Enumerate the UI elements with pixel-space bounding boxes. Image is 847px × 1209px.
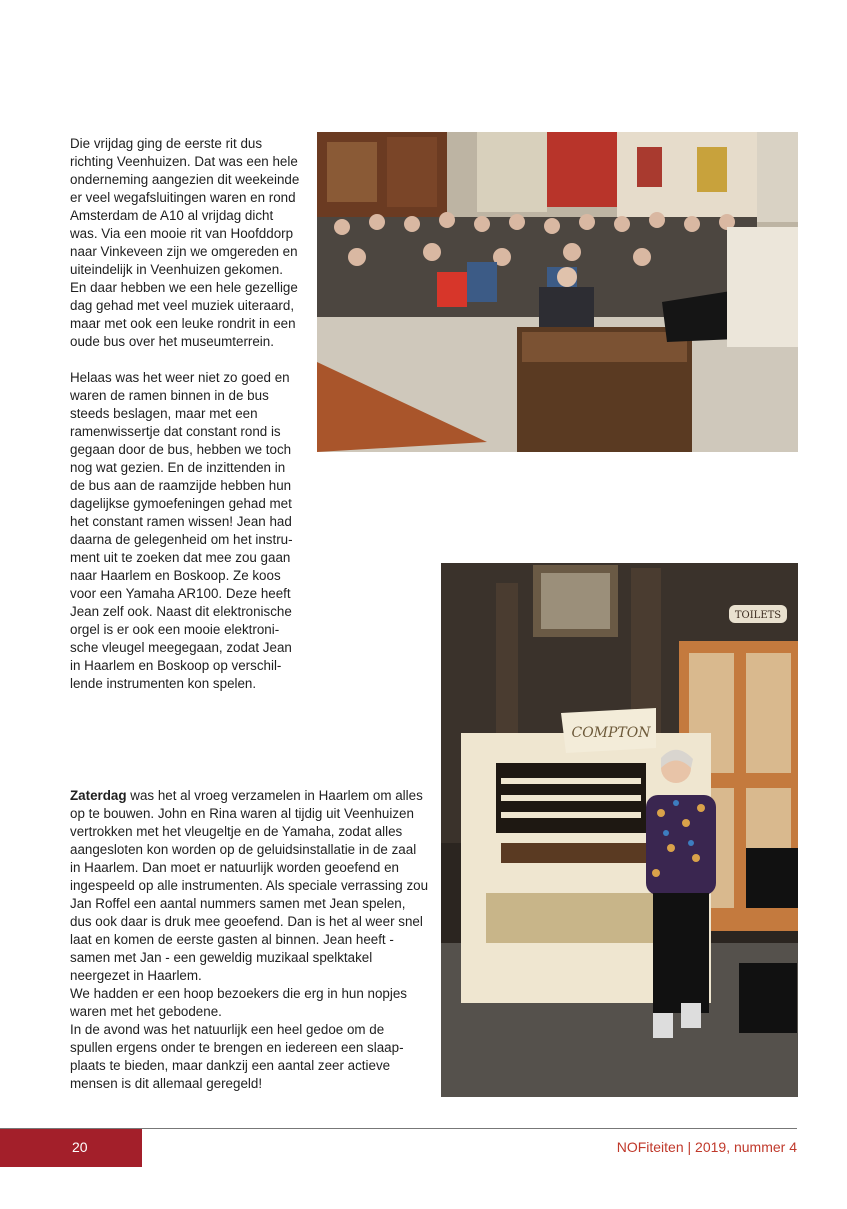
lead-word-saturday: Zaterdag [70, 788, 127, 803]
paragraph-saturday [70, 787, 430, 985]
photo-compton-organ-performer [441, 563, 798, 1097]
paragraph-veenhuizen: Die vrijdag ging de eerste rit dus richting Veenhuizen. Dat was een hele onderneming aangezien dit weekeinde er veel wegafsluitingen waren en rond Amsterdam de A10 al vrijdag dicht was. Via een mooie rit van Hoofddorp naar Vinkeveen zijn we omgereden en uiteindelijk in Veenhuizen gekomen. En daar hebben we een hele gezellige dag gehad met veel muziek uiteraard, maar met ook een leuke rondrit in een oude bus over het museumterrein. [70, 136, 300, 349]
paragraph-evening: In de avond was het natuurlijk een heel gedoe om de spullen ergens onder te brengen en iedereen een slaapplaats te bieden, maar dankzij een aantal zeer actieve mensen is dit allemaal geregeld! [70, 1022, 404, 1091]
article-column-left [70, 135, 302, 693]
toilets-sign: TOILETS [734, 610, 782, 621]
compton-sign: COMPTON [571, 725, 651, 741]
page-number: 20 [72, 1139, 88, 1155]
article-column-bottom [70, 787, 430, 1093]
page-number-box [0, 1129, 142, 1167]
paragraph-visitors: We hadden er een hoop bezoekers die erg in hun nopjes waren met het gebodene. [70, 986, 407, 1019]
footer-publication-title: NOFiteiten | 2019, nummer 4 [616, 1139, 797, 1155]
photo-audience-museum [317, 132, 798, 452]
paragraph-weather: Helaas was het weer niet zo goed en waren de ramen binnen in de bus steeds beslagen, maar met een ramenwissertje dat constant rond is gegaan door de bus, hebben we toch nog wat gezien. En de inzittenden in de bus aan de raamzijde hebben hun dagelijkse gymoefeningen gehad met het constant ramen wissen! Jean had daarna de gelegenheid om het instrument uit te zoeken dat mee zou gaan naar Haarlem en Boskoop. Ze koos voor een Yamaha AR100. Deze heeft Jean zelf ook. Naast dit elektronische orgel is er ook een mooie elektronische vleugel meegegaan, zodat Jean in Haarlem en Boskoop op verschillende instrumenten kon spelen. [70, 370, 293, 691]
paragraph-saturday-text: was het al vroeg verzamelen in Haarlem om alles op te bouwen. John en Rina waren al tijdig uit Veenhuizen vertrokken met het vleugeltje en de Yamaha, zodat alles aangesloten kon worden op de geluidsinstallatie in de zaal in Haarlem. Dan moet er natuurlijk worden geoefend en ingespeeld op alle instrumenten. Als speciale verrassing zou Jan Roffel een aantal nummers samen met Jean spelen, dus ook daar is druk mee geoefend. Dan is het al weer snel laat en komen de eerste gasten al binnen. Jean heeft - samen met Jan - een geweldig muzikaal spelktakel neergezet in Haarlem. [70, 788, 429, 983]
